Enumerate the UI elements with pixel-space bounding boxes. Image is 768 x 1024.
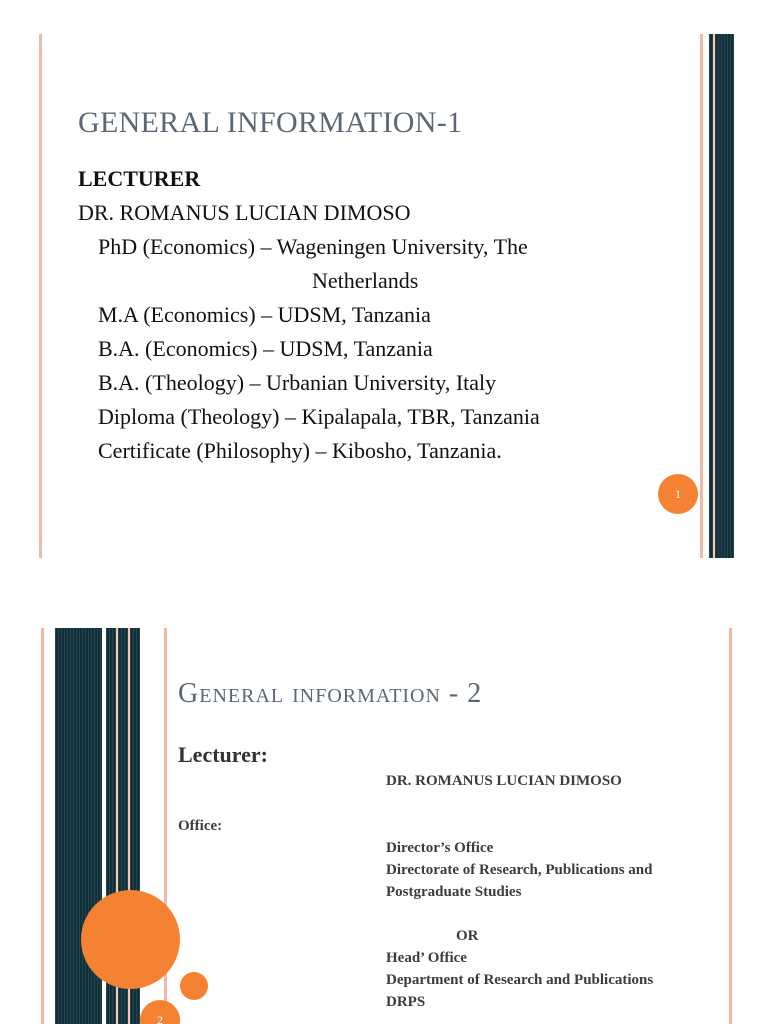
office-list — [386, 837, 653, 1013]
page-number-badge: 1 — [658, 474, 698, 514]
page-number-badge: 2 — [140, 1000, 180, 1024]
qual-phd-line2: Netherlands — [312, 268, 419, 293]
office-line: Head’ Office — [386, 950, 467, 966]
office-or: OR — [456, 928, 479, 944]
office-line: Director’s Office — [386, 840, 494, 856]
office-line: Postgraduate Studies — [386, 884, 522, 900]
slide-1-title: GENERAL INFORMATION-1 — [78, 106, 463, 139]
qual-ba-econ: B.A. (Economics) – UDSM, Tanzania — [98, 336, 433, 361]
office-label: Office: — [178, 818, 223, 834]
lecturer-label: Lecturer: — [178, 742, 268, 767]
lecturer-info — [78, 162, 688, 468]
left-border-line — [39, 34, 42, 558]
decorative-circle-small — [180, 972, 208, 1000]
office-line — [386, 903, 653, 925]
qual-certificate: Certificate (Philosophy) – Kibosho, Tanzania. — [98, 438, 502, 463]
qual-ba-theo: B.A. (Theology) – Urbanian University, Italy — [98, 370, 497, 395]
lecturer-name: DR. ROMANUS LUCIAN DIMOSO — [78, 200, 411, 225]
right-border-line — [729, 628, 732, 1024]
lecturer-name: DR. ROMANUS LUCIAN DIMOSO — [386, 773, 622, 789]
lecturer-heading: LECTURER — [78, 166, 201, 191]
office-line: Directorate of Research, Publications and — [386, 862, 653, 878]
office-line: DRPS — [386, 994, 426, 1010]
decorative-circle-large — [81, 890, 180, 989]
slide-1 — [0, 34, 768, 558]
qual-ma: M.A (Economics) – UDSM, Tanzania — [98, 302, 431, 327]
office-line: Department of Research and Publications — [386, 972, 654, 988]
qual-phd-line1: PhD (Economics) – Wageningen University, The — [98, 234, 528, 259]
stripe-accent — [713, 34, 715, 558]
qual-diploma: Diploma (Theology) – Kipalapala, TBR, Tanzania — [98, 404, 540, 429]
left-border-line — [41, 628, 44, 1024]
slide-2-title: General information - 2 — [178, 678, 483, 709]
slide-2 — [0, 628, 768, 1024]
